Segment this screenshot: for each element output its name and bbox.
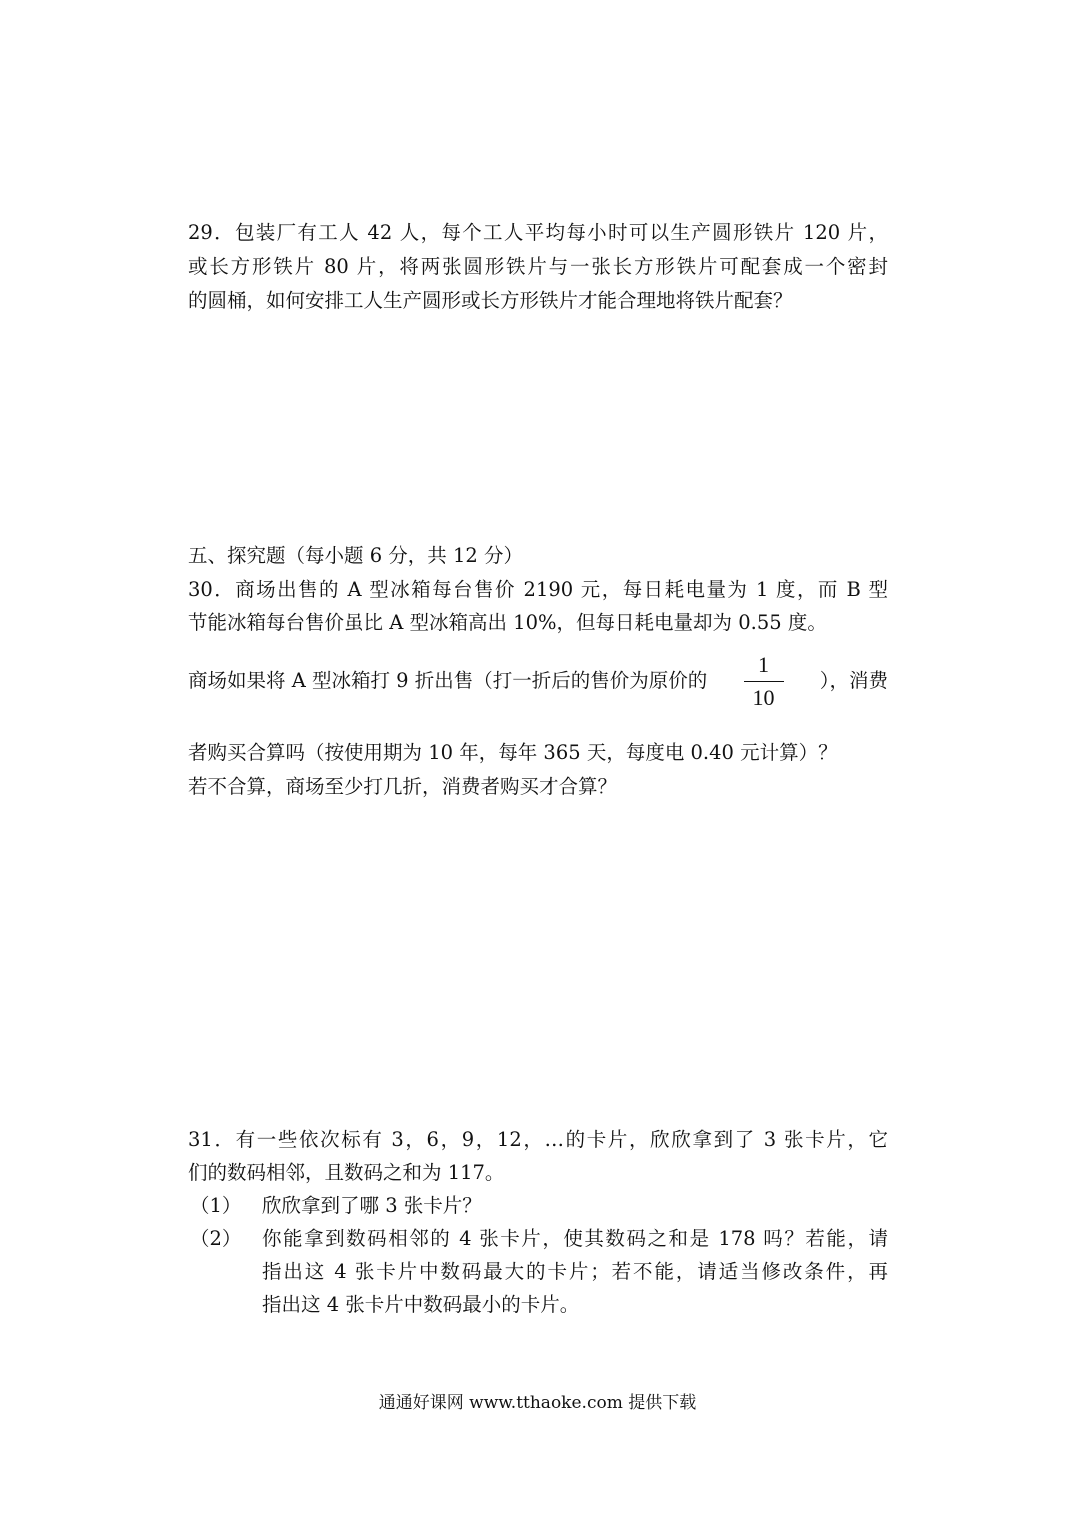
fraction-one-tenth <box>744 651 784 712</box>
q29-line-2: 或长方形铁片 80 片，将两张圆形铁片与一张长方形铁片可配套成一个密封 <box>188 255 888 278</box>
fraction-numerator: 1 <box>758 651 770 677</box>
q31-line-1: 31．有一些依次标有 3，6，9，12，…的卡片，欣欣拿到了 3 张卡片，它 <box>188 1128 888 1151</box>
fraction-denominator: 10 <box>752 684 775 710</box>
q30-line-5: 若不合算，商场至少打几折，消费者购买才合算？ <box>188 775 618 798</box>
q30-line-2: 节能冰箱每台售价虽比 A 型冰箱高出 10%，但每日耗电量却为 0.55 度。 <box>188 611 827 634</box>
q31-sub2-line-2: 指出这 4 张卡片中数码最大的卡片；若不能，请适当修改条件，再 <box>262 1260 888 1283</box>
q31-sub1-text: 欣欣拿到了哪 3 张卡片？ <box>262 1194 482 1217</box>
q30-line-4: 者购买合算吗（按使用期为 10 年，每年 365 天，每度电 0.40 元计算）？ <box>188 741 838 764</box>
q31-sub1-label: （1） <box>190 1194 242 1217</box>
q29-line-3: 的圆桶，如何安排工人生产圆形或长方形铁片才能合理地将铁片配套？ <box>188 289 793 312</box>
q31-sub2-line-1: 你能拿到数码相邻的 4 张卡片，使其数码之和是 178 吗？若能，请 <box>262 1227 888 1250</box>
section-heading: 五、探究题（每小题 6 分，共 12 分） <box>188 544 524 567</box>
q31-sub2-line-3: 指出这 4 张卡片中数码最小的卡片。 <box>262 1293 580 1316</box>
q31-line-2: 们的数码相邻，且数码之和为 117。 <box>188 1161 505 1184</box>
q30-line-1: 30．商场出售的 A 型冰箱每台售价 2190 元，每日耗电量为 1 度，而 B 型 <box>188 578 888 601</box>
fraction-bar <box>744 681 784 682</box>
q30-line-3-after: ），消费 <box>819 669 888 692</box>
q31-sub2-label: （2） <box>190 1227 242 1250</box>
q29-line-1: 29．包装厂有工人 42 人，每个工人平均每小时可以生产圆形铁片 120 片， <box>188 221 888 244</box>
footer-credit: 通通好课网 www.tthaoke.com 提供下载 <box>378 1393 697 1413</box>
q30-line-3-before: 商场如果将 A 型冰箱打 9 折出售（打一折后的售价为原价的 <box>188 669 708 692</box>
q30-line-3 <box>188 650 888 712</box>
